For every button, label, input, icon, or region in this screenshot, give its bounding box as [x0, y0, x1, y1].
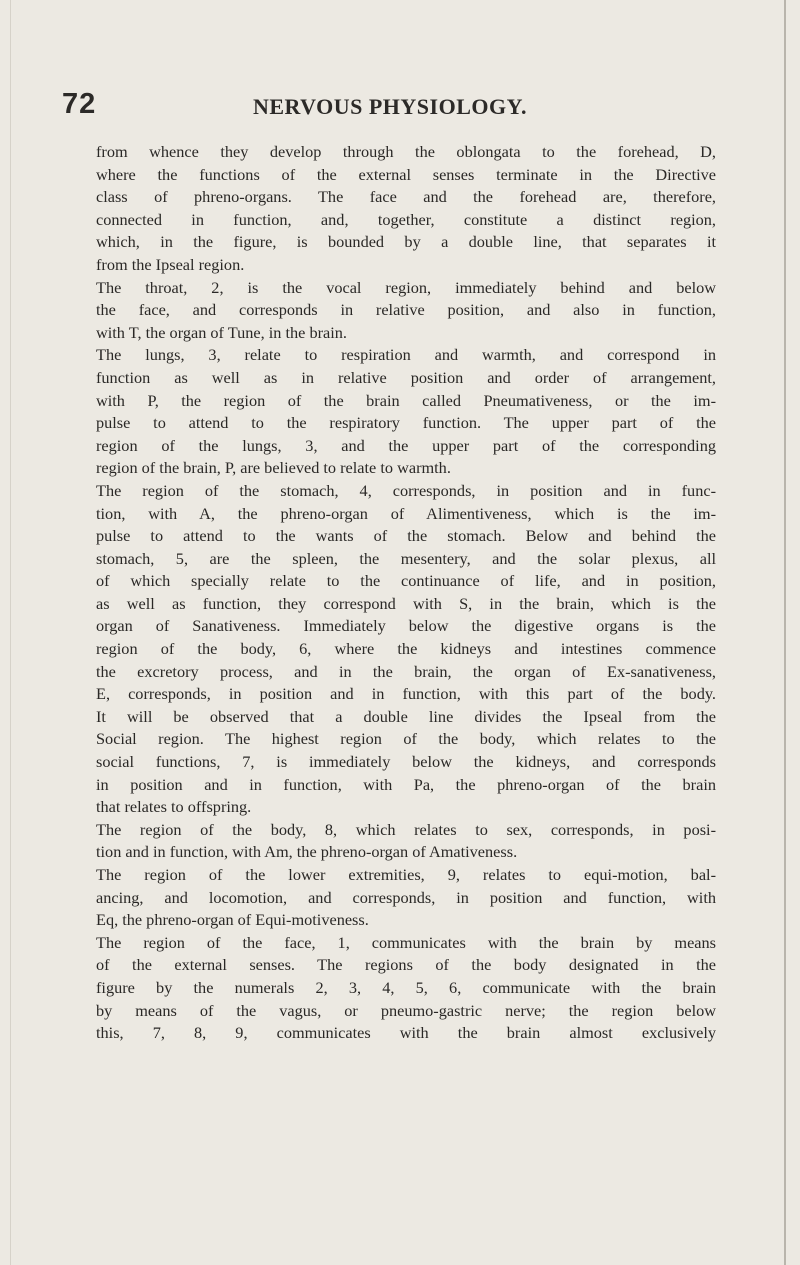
text-line: region of the lungs, 3, and the upper part of the corresponding [96, 435, 716, 455]
text-line: connected in function, and, together, constitute a distinct region, [96, 209, 716, 229]
text-line: pulse to attend to the wants of the stomach. Below and behind the [96, 526, 716, 546]
text-line: where the functions of the external senses terminate in the Directive [96, 164, 716, 184]
text-line: The throat, 2, is the vocal region, immediately behind and below [96, 277, 716, 297]
text-line: in position and in function, with Pa, the phreno-organ of the brain [96, 774, 716, 794]
text-line: with T, the organ of Tune, in the brain. [96, 322, 347, 342]
text-line: by means of the vagus, or pneumo-gastric nerve; the region below [96, 1000, 716, 1020]
text-line: E, corresponds, in position and in function, with this part of the body. [96, 684, 716, 704]
text-line: class of phreno-organs. The face and the forehead are, therefore, [96, 187, 716, 207]
page-left-edge [10, 0, 11, 1265]
text-line: of which specially relate to the continuance of life, and in position, [96, 571, 716, 591]
text-line: The region of the face, 1, communicates with the brain by means [96, 932, 716, 952]
text-line: The region of the lower extremities, 9, relates to equi-motion, bal- [96, 865, 716, 884]
text-line: The lungs, 3, relate to respiration and warmth, and correspond in [96, 345, 716, 365]
text-line: pulse to attend to the respiratory function. The upper part of the [96, 413, 716, 433]
text-line: tion and in function, with Am, the phreno-organ of Amativeness. [96, 842, 518, 862]
text-line: as well as function, they correspond with S, in the brain, which is the [96, 593, 716, 613]
text-line: the excretory process, and in the brain, the organ of Ex-sanativeness, [96, 661, 716, 681]
text-line: tion, with A, the phreno-organ of Alimentiveness, which is the im- [96, 503, 716, 523]
text-line: Eq, the phreno-organ of Equi-motiveness. [96, 910, 369, 930]
text-line: which, in the figure, is bounded by a double line, that separates it [96, 232, 716, 252]
text-line: of the external senses. The regions of the body designated in the [96, 955, 716, 975]
text-line: from whence they develop through the oblongata to the forehead, D, [96, 142, 716, 161]
text-line: region of the brain, P, are believed to relate to warmth. [96, 458, 451, 478]
page-number: 72 [62, 88, 97, 120]
text-line: that relates to offspring. [96, 797, 252, 817]
text-line: Social region. The highest region of the body, which relates to the [96, 729, 716, 749]
text-line: The region of the body, 8, which relates to sex, corresponds, in posi- [96, 819, 716, 839]
page-right-edge [784, 0, 786, 1265]
text-line: this, 7, 8, 9, communicates with the brain almost exclusively [96, 1023, 716, 1043]
text-line: stomach, 5, are the spleen, the mesentery, and the solar plexus, all [96, 548, 716, 568]
text-line: the face, and corresponds in relative position, and also in function, [96, 300, 716, 320]
text-line: ancing, and locomotion, and corresponds, in position and function, with [96, 887, 716, 907]
text-line: The region of the stomach, 4, corresponds, in position and in func- [96, 480, 716, 500]
text-line: with P, the region of the brain called Pneumativeness, or the im- [96, 390, 716, 410]
text-line: It will be observed that a double line divides the Ipseal from the [96, 706, 716, 726]
text-line: function as well as in relative position and order of arrangement, [96, 367, 716, 387]
text-line: figure by the numerals 2, 3, 4, 5, 6, communicate with the brain [96, 977, 716, 997]
text-line: social functions, 7, is immediately below the kidneys, and corresponds [96, 752, 716, 772]
text-line: region of the body, 6, where the kidneys and intestines commence [96, 639, 716, 659]
page-header [0, 88, 800, 128]
text-line: from the Ipseal region. [96, 254, 245, 274]
running-head: NERVOUS PHYSIOLOGY. [253, 94, 527, 119]
body-text [96, 141, 716, 1045]
text-line: organ of Sanativeness. Immediately below the digestive organs is the [96, 616, 716, 636]
